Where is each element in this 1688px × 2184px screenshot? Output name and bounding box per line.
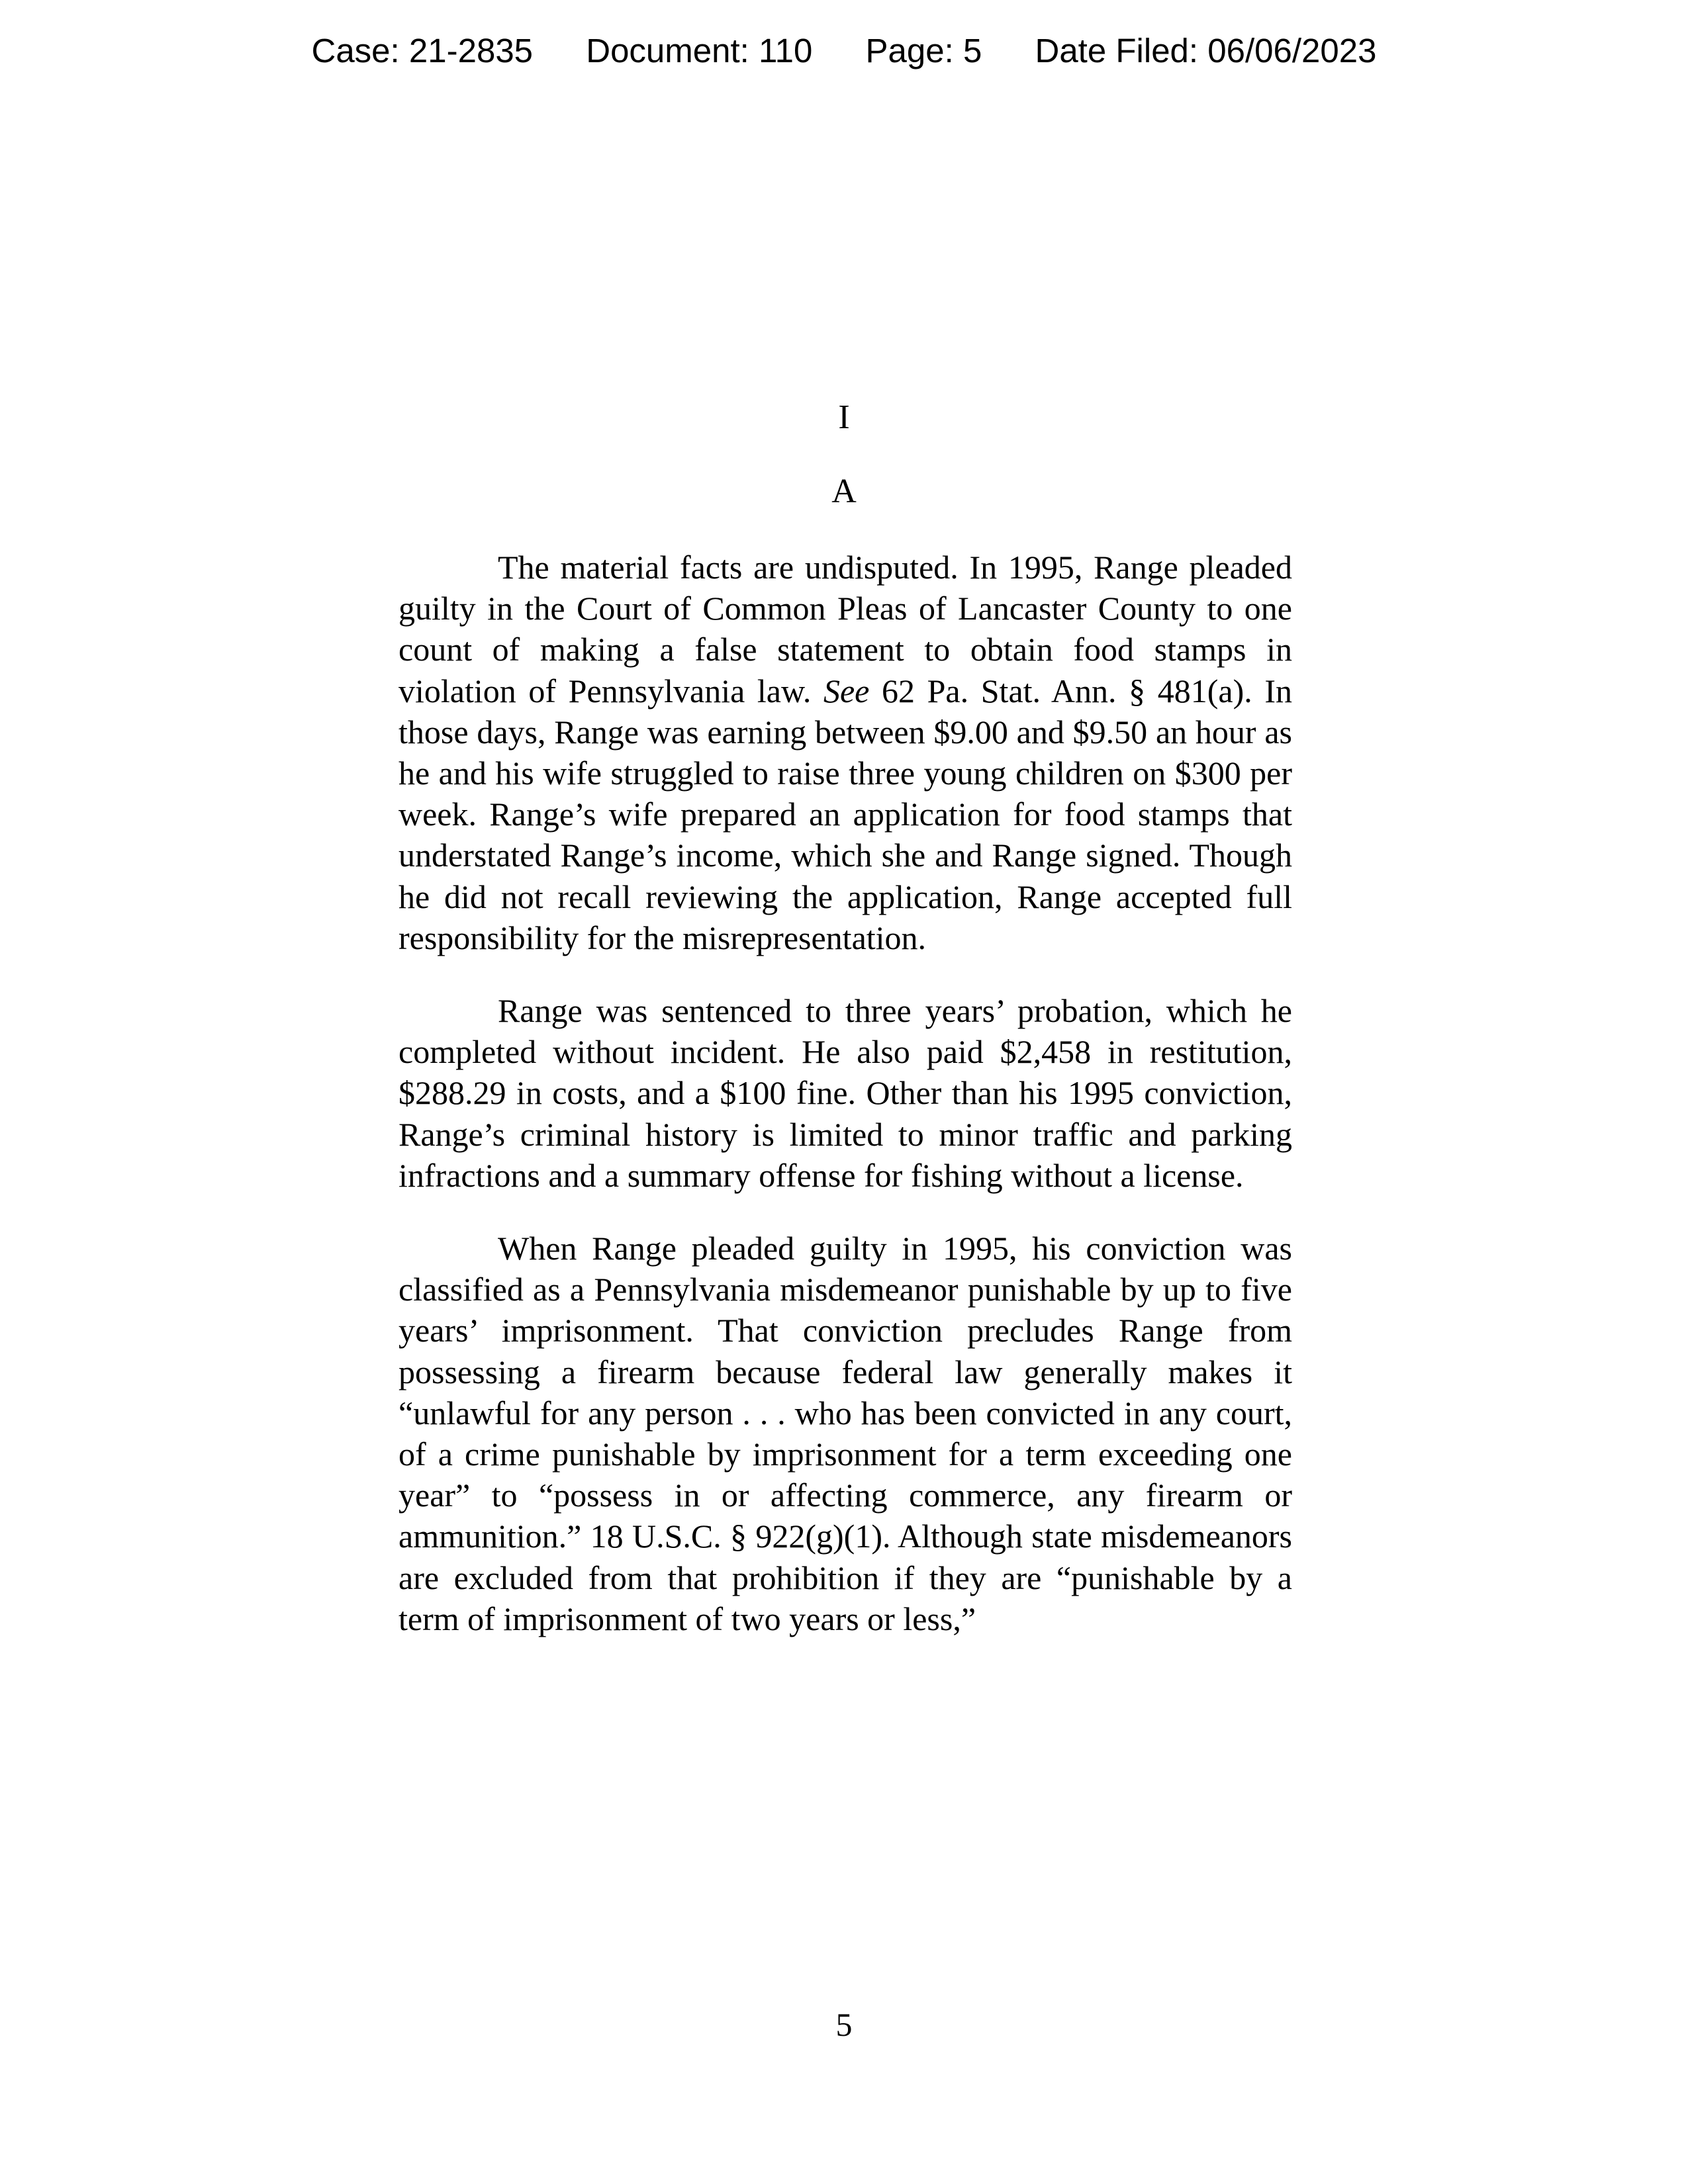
paragraph-3: When Range pleaded guilty in 1995, his conviction was classified as a Pennsylvania misdemeanor punishable by up to five years’ imprisonment. That conviction precludes Range from possessing a firearm because federal law generally makes it “unlawful for any person . . . who has been convicted in any court, of a crime punishable by imprisonment for a term exceeding one year” to “possess in or affecting commerce, any firearm or ammunition.” 18 U.S.C. § 922(g)(1). Although state misdemeanors are excluded from that prohibition if they are “punishable by a term of imprisonment of two years or less,” (399, 1230, 1292, 1637)
section-heading-roman: I (838, 398, 850, 436)
paragraph-1-text-a: The material facts are undisputed. In 1995, Range pleaded guilty in the Court of Common Pleas of Lancaster County to one count of making a false statement to obtain food stamps in violation of Pennsylvania law. (399, 549, 1292, 709)
document-number: Document: 110 (586, 32, 813, 69)
page-number: 5 (835, 2006, 853, 2043)
document-body (399, 547, 1292, 1671)
paragraph-1-text-b: 62 Pa. Stat. Ann. § 481(a). In those days, Range was earning between $9.00 and $9.50 an hour as he and his wife struggled to raise three young children on $300 per week. Range’s wife prepared an application for food stamps that understated Range’s income, which she and Range signed. Though he did not recall reviewing the application, Range accepted full responsibility for the misrepresentation. (399, 672, 1293, 956)
date-filed: Date Filed: 06/06/2023 (1035, 32, 1377, 69)
citation-signal: See (823, 672, 870, 709)
paragraph-1 (399, 547, 1292, 958)
page-label: Page: 5 (865, 32, 982, 69)
paragraph-2: Range was sentenced to three years’ probation, which he completed without incident. He also paid $2,458 in restitution, $288.29 in costs, and a $100 fine. Other than his 1995 conviction, Range’s criminal history is limited to minor traffic and parking infractions and a summary offense for fishing without a license. (399, 992, 1292, 1194)
document-header (0, 29, 1688, 73)
case-number: Case: 21-2835 (311, 32, 534, 69)
section-heading-letter: A (831, 473, 857, 510)
